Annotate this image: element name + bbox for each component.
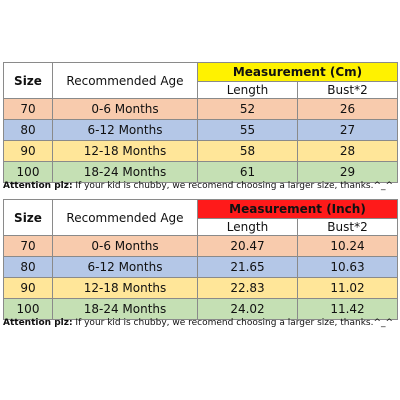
attention-note-inch <box>3 318 397 329</box>
bust-header: Bust*2 <box>298 82 398 99</box>
header-row <box>4 200 398 219</box>
length-cell: 21.65 <box>198 257 298 278</box>
size-header: Size <box>4 200 53 236</box>
length-cell: 61 <box>198 162 298 183</box>
bust-cell: 29 <box>298 162 398 183</box>
size-table-cm <box>3 62 398 183</box>
size-cell: 80 <box>4 257 53 278</box>
bust-header: Bust*2 <box>298 219 398 236</box>
size-cell: 90 <box>4 141 53 162</box>
measurement-header: Measurement (Cm) <box>198 63 398 82</box>
age-cell: 6-12 Months <box>53 257 198 278</box>
measurement-header: Measurement (Inch) <box>198 200 398 219</box>
age-cell: 12-18 Months <box>53 141 198 162</box>
bust-cell: 11.02 <box>298 278 398 299</box>
table-row <box>4 120 398 141</box>
table-row <box>4 236 398 257</box>
size-table-inch <box>3 199 398 320</box>
bust-cell: 28 <box>298 141 398 162</box>
length-cell: 52 <box>198 99 298 120</box>
attention-label: Attention plz: <box>3 181 73 191</box>
recommended-age-header: Recommended Age <box>53 63 198 99</box>
bust-cell: 27 <box>298 120 398 141</box>
size-cell: 70 <box>4 99 53 120</box>
attention-label: Attention plz: <box>3 318 73 328</box>
attention-text: If your kid is chubby, we recomend choosing a larger size, thanks.^_^ <box>72 318 394 328</box>
header-row <box>4 63 398 82</box>
length-cell: 58 <box>198 141 298 162</box>
table-row <box>4 299 398 320</box>
length-cell: 55 <box>198 120 298 141</box>
table-row <box>4 278 398 299</box>
attention-note-cm <box>3 181 397 192</box>
age-cell: 18-24 Months <box>53 162 198 183</box>
length-cell: 22.83 <box>198 278 298 299</box>
table-row <box>4 257 398 278</box>
size-cell: 100 <box>4 299 53 320</box>
age-cell: 12-18 Months <box>53 278 198 299</box>
age-cell: 6-12 Months <box>53 120 198 141</box>
size-cell: 70 <box>4 236 53 257</box>
bust-cell: 10.63 <box>298 257 398 278</box>
length-cell: 24.02 <box>198 299 298 320</box>
bust-cell: 10.24 <box>298 236 398 257</box>
table-row <box>4 99 398 120</box>
bust-cell: 26 <box>298 99 398 120</box>
attention-text: If your kid is chubby, we recomend choosing a larger size, thanks.^_^ <box>72 181 394 191</box>
length-header: Length <box>198 219 298 236</box>
length-header: Length <box>198 82 298 99</box>
size-header: Size <box>4 63 53 99</box>
age-cell: 18-24 Months <box>53 299 198 320</box>
size-cell: 90 <box>4 278 53 299</box>
size-cell: 80 <box>4 120 53 141</box>
age-cell: 0-6 Months <box>53 99 198 120</box>
recommended-age-header: Recommended Age <box>53 200 198 236</box>
age-cell: 0-6 Months <box>53 236 198 257</box>
bust-cell: 11.42 <box>298 299 398 320</box>
table-row <box>4 162 398 183</box>
table-row <box>4 141 398 162</box>
size-cell: 100 <box>4 162 53 183</box>
length-cell: 20.47 <box>198 236 298 257</box>
